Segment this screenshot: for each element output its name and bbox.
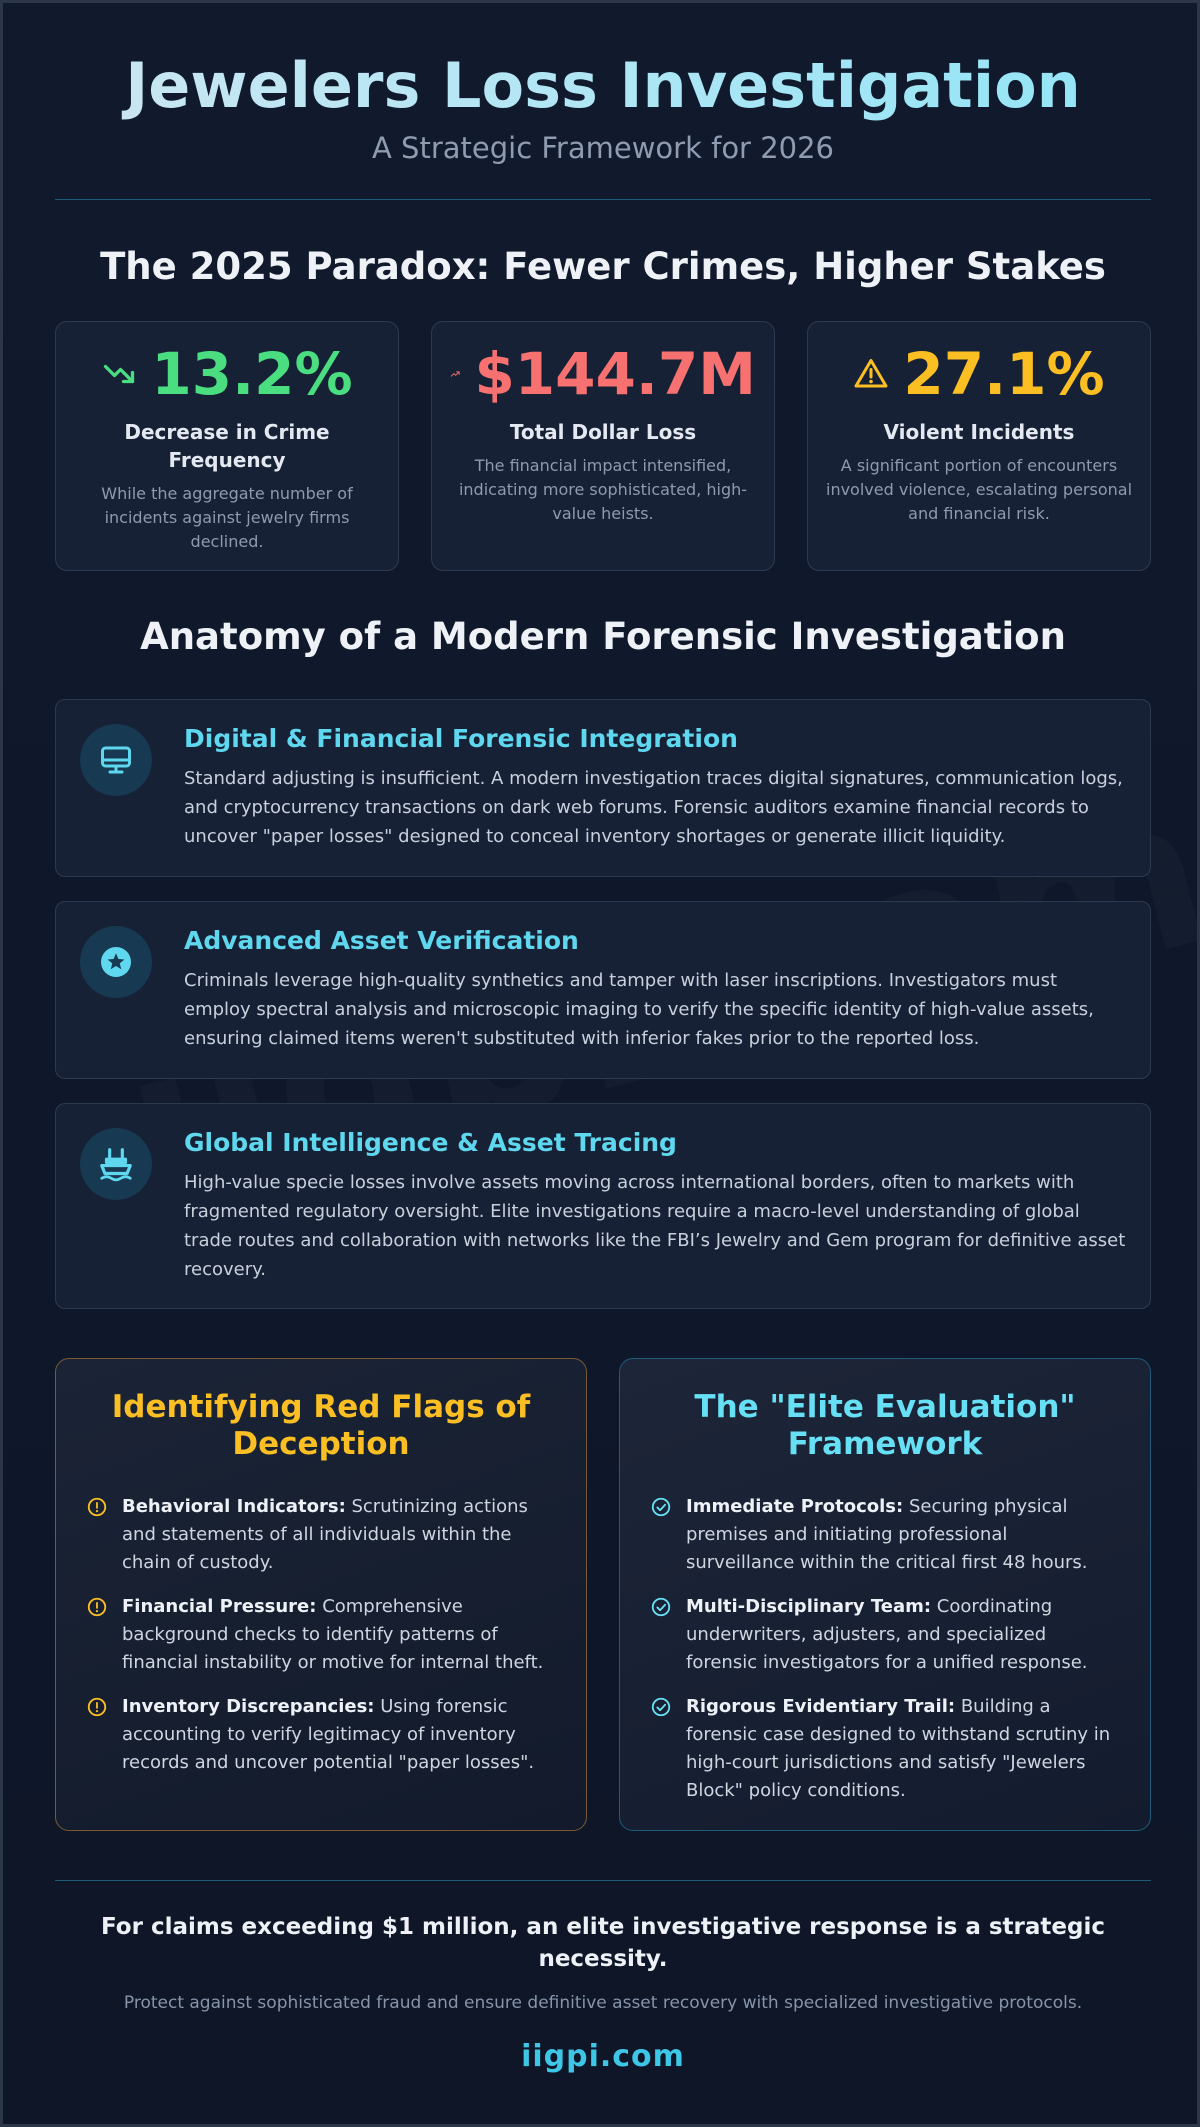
item-text: Coordinating underwriters, adjusters, and specialized forensic investigators for a unified response. — [686, 1596, 1088, 1673]
footer-url-link[interactable]: iigpi.com — [521, 2039, 685, 2074]
elite-framework-panel — [619, 1358, 1151, 1831]
footer-headline: For claims exceeding $1 million, an elite investigative response is a strategic necessity. — [101, 1914, 1105, 1972]
check-circle-icon — [650, 1496, 672, 1518]
red-flags-title: Identifying Red Flags of Deception — [111, 1389, 531, 1462]
anatomy-title: Anatomy of a Modern Forensic Investigation — [140, 615, 1066, 658]
warning-icon — [853, 356, 889, 392]
stat-label: Violent Incidents — [883, 420, 1075, 444]
divider — [55, 199, 1151, 200]
item-label: Behavioral Indicators: — [122, 1496, 346, 1517]
alert-circle-icon — [86, 1596, 108, 1618]
list-item — [650, 1493, 1120, 1577]
stat-value: $144.7M — [474, 340, 756, 408]
stat-label: Total Dollar Loss — [509, 420, 697, 444]
footer-subtext: Protect against sophisticated fraud and ensure definitive asset recovery with specialized investigative protocols. — [123, 1993, 1083, 2013]
list-item — [86, 1593, 556, 1677]
feature-text: High-value specie losses involve assets moving across international borders, often to markets with fragmented regulatory oversight. Elite investigations require a macro-level understanding of global trade routes and collaboration with networks like the FBI’s Jewelry and Gem program for definitive asset recovery. — [184, 1172, 1126, 1280]
feature-title: Global Intelligence & Asset Tracing — [184, 1128, 677, 1157]
feature-text: Standard adjusting is insufficient. A modern investigation traces digital signatures, communication logs, and cryptocurrency transactions on dark web forums. Forensic auditors examine financial records to uncover "paper losses" designed to conceal inventory shortages or generate illicit liquidity. — [184, 768, 1123, 847]
alert-circle-icon — [86, 1696, 108, 1718]
star-badge-icon — [98, 944, 134, 980]
stat-card-violent-incidents — [807, 321, 1151, 571]
page-subtitle: A Strategic Framework for 2026 — [371, 131, 835, 165]
header — [3, 47, 1200, 165]
check-circle-icon — [650, 1696, 672, 1718]
item-text: Comprehensive background checks to identify patterns of financial instability or motive for internal theft. — [122, 1596, 544, 1673]
feature-card-asset-verification — [55, 901, 1151, 1079]
page-title: Jewelers Loss Investigation — [3, 47, 1200, 125]
feature-card-digital-forensics — [55, 699, 1151, 877]
list-item — [86, 1493, 556, 1577]
red-flags-list — [86, 1493, 556, 1777]
item-label: Financial Pressure: — [122, 1596, 317, 1617]
paradox-title: The 2025 Paradox: Fewer Crimes, Higher Stakes — [100, 245, 1106, 288]
feature-card-global-intelligence — [55, 1103, 1151, 1309]
item-text: Securing physical premises and initiating professional surveillance within the critical first 48 hours. — [686, 1496, 1088, 1573]
list-item — [86, 1693, 556, 1777]
item-label: Rigorous Evidentiary Trail: — [686, 1696, 956, 1717]
elite-framework-list — [650, 1493, 1120, 1805]
item-label: Immediate Protocols: — [686, 1496, 904, 1517]
ship-icon — [97, 1145, 135, 1183]
alert-circle-icon — [86, 1496, 108, 1518]
check-circle-icon — [650, 1596, 672, 1618]
feature-title: Advanced Asset Verification — [184, 926, 579, 955]
stat-description: A significant portion of encounters involved violence, escalating personal and financial risk. — [826, 456, 1133, 523]
stat-value: 27.1% — [903, 340, 1105, 408]
feature-icon-badge — [80, 724, 152, 796]
item-label: Inventory Discrepancies: — [122, 1696, 375, 1717]
feature-title: Digital & Financial Forensic Integration — [184, 724, 738, 753]
stat-card-crime-frequency — [55, 321, 399, 571]
item-label: Multi-Disciplinary Team: — [686, 1596, 932, 1617]
stat-description: The financial impact intensified, indicating more sophisticated, high-value heists. — [458, 456, 748, 523]
list-item — [650, 1693, 1120, 1805]
stat-value: 13.2% — [151, 340, 353, 408]
trending-down-icon — [101, 356, 137, 392]
list-item — [650, 1593, 1120, 1677]
divider — [55, 1880, 1151, 1881]
elite-framework-title: The "Elite Evaluation" Framework — [694, 1389, 1076, 1462]
feature-text: Criminals leverage high-quality synthetics and tamper with laser inscriptions. Investigators must employ spectral analysis and microscopic imaging to verify the specific identity of high-value assets, ensuring claimed items weren't substituted with inferior fakes prior to the reported loss. — [184, 970, 1094, 1049]
item-text: Scrutinizing actions and statements of all individuals within the chain of custody. — [122, 1496, 528, 1573]
item-text: Using forensic accounting to verify legitimacy of inventory records and uncover potential "paper losses". — [122, 1696, 535, 1773]
trending-up-icon — [450, 356, 460, 392]
stat-description: While the aggregate number of incidents against jewelry firms declined. — [101, 484, 353, 551]
stat-card-dollar-loss — [431, 321, 775, 571]
feature-icon-badge — [80, 1128, 152, 1200]
monitor-icon — [98, 742, 134, 778]
item-text: Building a forensic case designed to withstand scrutiny in high-court jurisdictions and satisfy "Jewelers Block" policy conditions. — [686, 1696, 1111, 1801]
stat-label: Decrease in Crime Frequency — [124, 420, 330, 472]
feature-icon-badge — [80, 926, 152, 998]
red-flags-panel — [55, 1358, 587, 1831]
